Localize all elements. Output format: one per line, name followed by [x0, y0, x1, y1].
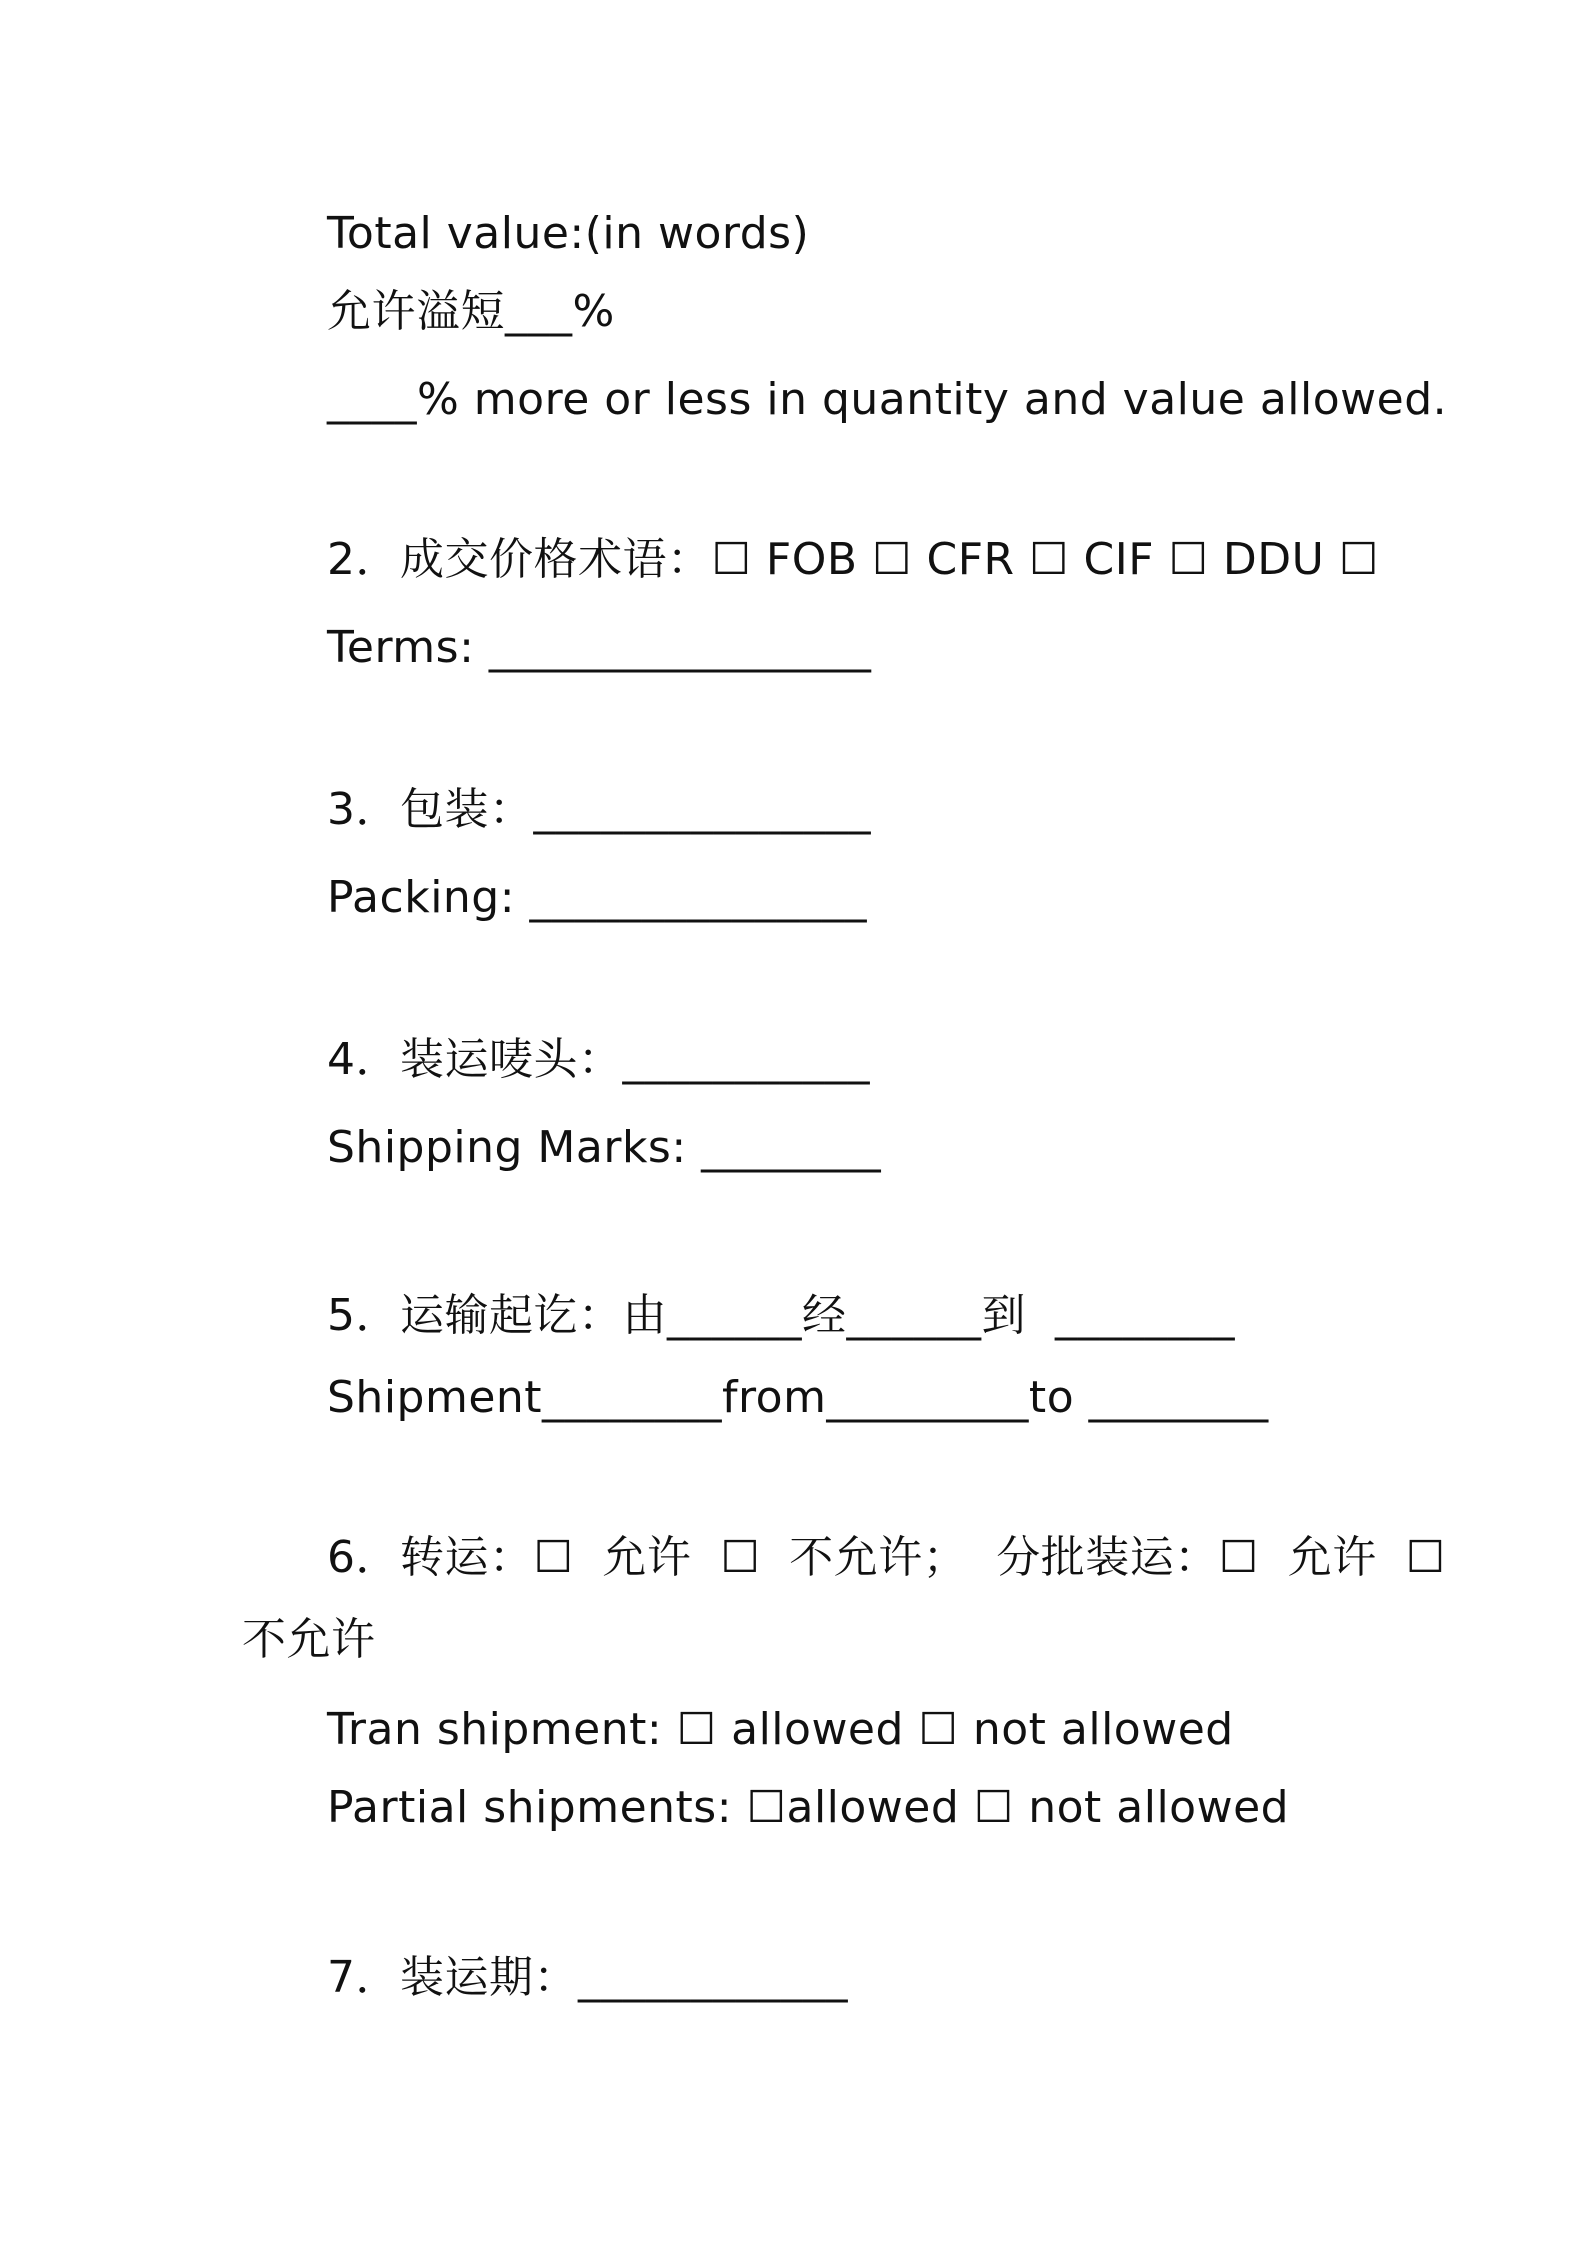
- shipping-marks-line-en: Shipping Marks: ________: [327, 1122, 882, 1173]
- shipment-route-line-cn: 5．运输起讫：由______经______到 ________: [327, 1290, 1235, 1341]
- shipment-period-line-cn: 7．装运期：____________: [327, 1952, 848, 2003]
- shipping-marks-line-cn: 4．装运唛头：___________: [327, 1034, 870, 1085]
- terms-line-cn: 2．成交价格术语：☐ FOB ☐ CFR ☐ CIF ☐ DDU ☐: [327, 534, 1379, 585]
- allowance-line-cn: 允许溢短___%: [327, 286, 615, 337]
- shipment-route-line-en: Shipment________from_________to ________: [327, 1372, 1269, 1423]
- transshipment-line-cn: 6．转运：☐ 允许 ☐ 不允许； 分批装运：☐ 允许 ☐: [327, 1532, 1446, 1583]
- total-value-line: Total value:(in words): [327, 208, 810, 259]
- transshipment-line-cn-continued: 不允许: [242, 1614, 376, 1665]
- terms-line-en: Terms: _________________: [327, 622, 872, 673]
- transshipment-line-en: Tran shipment: ☐ allowed ☐ not allowed: [327, 1704, 1234, 1755]
- partial-shipments-line-en: Partial shipments: ☐allowed ☐ not allowed: [327, 1782, 1290, 1833]
- allowance-line-en: ____% more or less in quantity and value allowed.: [327, 374, 1448, 425]
- packing-line-en: Packing: _______________: [327, 872, 868, 923]
- packing-line-cn: 3．包装：_______________: [327, 784, 871, 835]
